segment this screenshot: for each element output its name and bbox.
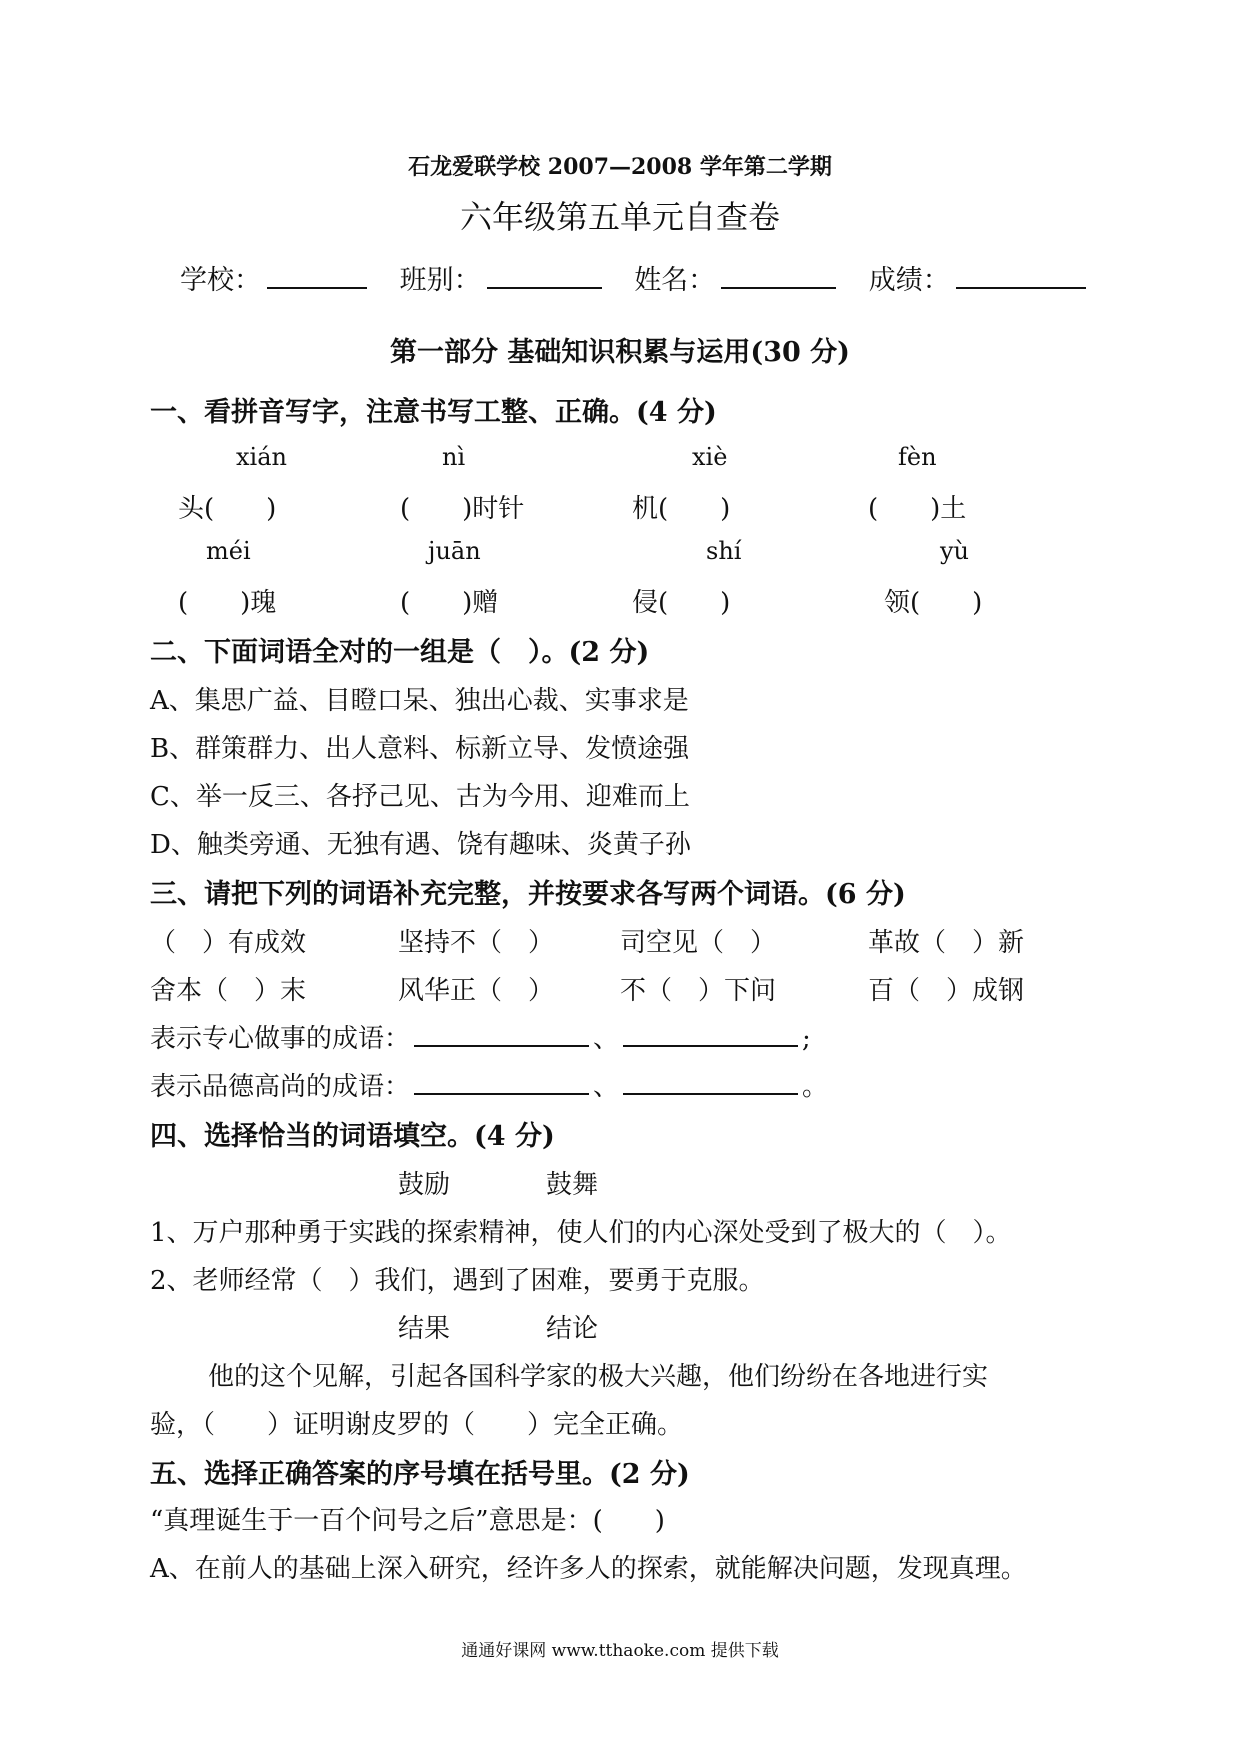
q5-option-a: A、在前人的基础上深入研究，经许多人的探索，就能解决问题，发现真理。 xyxy=(150,1554,1027,1584)
q1-word: ( )赠 xyxy=(400,588,499,618)
q4-word-choice: 结果 xyxy=(398,1314,451,1344)
q1-pinyin: shí xyxy=(706,537,742,565)
q4-sentence-2: 2、老师经常（ ）我们，遇到了困难，要勇于克服。 xyxy=(150,1266,765,1296)
q4-word-choice: 鼓舞 xyxy=(546,1170,599,1200)
q4-paragraph-line-1: 他的这个见解，引起各国科学家的极大兴趣，他们纷纷在各地进行实 xyxy=(208,1362,989,1392)
line-end: 。 xyxy=(802,1072,829,1102)
q1-word: 侵( ) xyxy=(632,588,731,618)
q3-idiom: 坚持不（ ） xyxy=(398,928,555,958)
q3-idiom: 革故（ ）新 xyxy=(868,928,1025,958)
q3-idiom: 舍本（ ）末 xyxy=(150,976,307,1006)
q3-idiom: 风华正（ ） xyxy=(398,976,555,1006)
q1-word: ( )瑰 xyxy=(178,588,277,618)
class-label: 班别： xyxy=(399,265,481,296)
q3-title: 三、请把下列的词语补充完整，并按要求各写两个词语。(6 分) xyxy=(150,879,906,910)
q2-option-d: D、触类旁通、无独有遇、饶有趣味、炎黄子孙 xyxy=(150,830,691,860)
answer-blank xyxy=(623,1023,798,1047)
q2-option-c: C、举一反三、各抒己见、古为今用、迎难而上 xyxy=(150,782,690,812)
separator: 、 xyxy=(593,1072,620,1102)
q3-line-label: 表示专心做事的成语： xyxy=(150,1024,411,1054)
answer-blank xyxy=(623,1071,798,1095)
q1-word: ( )土 xyxy=(868,494,967,524)
q5-stem: “真理诞生于一百个问号之后”意思是：( ) xyxy=(150,1506,665,1536)
line-end: ; xyxy=(802,1024,811,1054)
q1-pinyin: juān xyxy=(428,537,481,565)
q1-word: 机( ) xyxy=(632,494,731,524)
student-info-fields xyxy=(180,258,1110,297)
q4-word-choice: 鼓励 xyxy=(398,1170,451,1200)
q2-title: 二、下面词语全对的一组是（ ）。(2 分) xyxy=(150,637,650,668)
q4-title: 四、选择恰当的词语填空。(4 分) xyxy=(150,1121,555,1152)
q4-sentence-1: 1、万户那种勇于实践的探索精神，使人们的内心深处受到了极大的（ ）。 xyxy=(150,1218,1012,1248)
q3-line-label: 表示品德高尚的成语： xyxy=(150,1072,411,1102)
school-blank xyxy=(267,263,367,289)
q4-paragraph-line-2: 验，（ ）证明谢皮罗的（ ）完全正确。 xyxy=(150,1410,684,1440)
q3-idiom: 不（ ）下问 xyxy=(620,976,777,1006)
q1-word: 领( ) xyxy=(884,588,983,618)
q2-option-a: A、集思广益、目瞪口呆、独出心裁、实事求是 xyxy=(150,686,689,716)
q3-line-virtue xyxy=(150,1066,828,1103)
q3-line-focus xyxy=(150,1018,811,1055)
q5-title: 五、选择正确答案的序号填在括号里。(2 分) xyxy=(150,1459,690,1490)
q1-word: ( )时针 xyxy=(400,494,525,524)
name-blank xyxy=(721,263,836,289)
q1-pinyin: xiè xyxy=(692,443,728,471)
q1-pinyin: xián xyxy=(236,443,287,471)
q2-option-b: B、群策群力、出人意料、标新立导、发愤途强 xyxy=(150,734,690,764)
answer-blank xyxy=(414,1071,589,1095)
part1-title: 第一部分 基础知识积累与运用(30 分) xyxy=(390,337,850,368)
name-label: 姓名： xyxy=(634,265,716,296)
footer-download-note: 通通好课网 www.tthaoke.com 提供下载 xyxy=(461,1641,779,1661)
school-label: 学校： xyxy=(180,265,261,296)
answer-blank xyxy=(414,1023,589,1047)
q3-idiom: 司空见（ ） xyxy=(620,928,777,958)
q1-word: 头( ) xyxy=(178,494,277,524)
school-term-title: 石龙爱联学校 2007—2008 学年第二学期 xyxy=(408,154,832,180)
q1-pinyin: yù xyxy=(940,537,970,565)
separator: 、 xyxy=(593,1024,620,1054)
score-blank xyxy=(956,263,1086,289)
score-label: 成绩： xyxy=(868,265,950,296)
exam-title: 六年级第五单元自查卷 xyxy=(459,198,780,236)
q1-pinyin: méi xyxy=(206,537,251,565)
q3-idiom: （ ）有成效 xyxy=(150,928,307,958)
q1-pinyin: nì xyxy=(442,443,466,471)
q1-title: 一、看拼音写字，注意书写工整、正确。(4 分) xyxy=(150,397,717,428)
class-blank xyxy=(487,263,602,289)
q3-idiom: 百（ ）成钢 xyxy=(868,976,1025,1006)
q4-word-choice: 结论 xyxy=(546,1314,599,1344)
q1-pinyin: fèn xyxy=(898,443,937,471)
